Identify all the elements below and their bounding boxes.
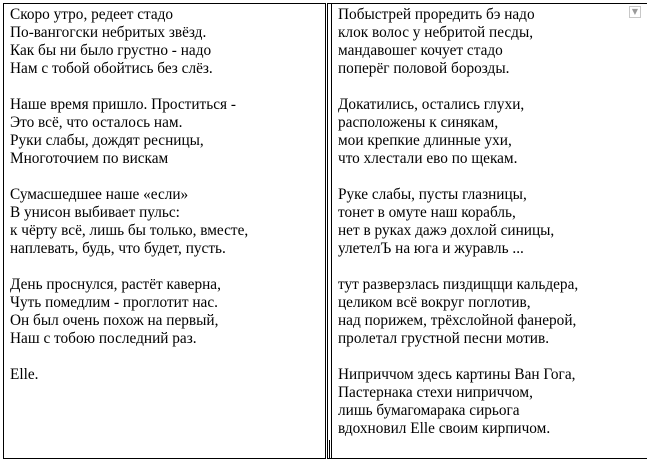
- poem-line: Руки слабы, дождят ресницы,: [10, 132, 204, 149]
- poem-line: пролетал грустной песни мотив.: [338, 330, 550, 347]
- right-stanza-5: [338, 366, 647, 438]
- poem-line: нет в руках дажэ дохлой синицы,: [338, 222, 555, 239]
- poem-line: к чёрту всё, лишь бы только, вместе,: [10, 222, 249, 239]
- poem-line: расположены к синякам,: [338, 114, 499, 131]
- poem-line: Наш с тобою последний раз.: [10, 330, 197, 347]
- right-poem-cell[interactable]: [332, 4, 647, 459]
- poem-signature: Elle.: [10, 366, 39, 383]
- poem-line: над порижем, трёхслойной фанерой,: [338, 312, 577, 329]
- right-stanza-3: [338, 186, 647, 258]
- poem-line: Ниприччом здесь картины Ван Гога,: [338, 366, 576, 383]
- poem-line: мандавошег кочует стадо: [338, 42, 503, 59]
- left-stanza-3: [10, 186, 325, 258]
- poem-line: Это всё, что осталось нам.: [10, 114, 183, 131]
- left-stanza-2: [10, 96, 325, 168]
- right-stanza-2: [338, 96, 647, 168]
- left-poem-cell[interactable]: [4, 4, 332, 459]
- poem-line: Он был очень похож на первый,: [10, 312, 219, 329]
- poem-line: поперёг половой борозды.: [338, 60, 510, 77]
- text-cursor: [329, 440, 330, 458]
- poem-line: наплевать, будь, что будет, пусть.: [10, 240, 226, 257]
- right-stanza-1: [338, 6, 647, 78]
- poem-line: лишь бумагомарака сирьога: [338, 402, 520, 419]
- poem-line: Сумасшедшее наше «если»: [10, 186, 189, 203]
- poem-line: Наше время пришло. Проститься -: [10, 96, 236, 113]
- poem-line: мои крепкие длинные ухи,: [338, 132, 512, 149]
- poem-line: целиком всё вокруг поглотив,: [338, 294, 531, 311]
- poem-line: День проснулся, растёт каверна,: [10, 276, 221, 293]
- poem-line: Как бы ни было грустно - надо: [10, 42, 212, 59]
- poem-line: улетелЪ на юга и журавль ...: [338, 240, 524, 257]
- left-stanza-4: [10, 276, 325, 348]
- poem-line: Пастернака стехи ниприччом,: [338, 384, 533, 401]
- poem-line: тонет в омуте наш корабль,: [338, 204, 516, 221]
- poem-line: В унисон выбивает пульс:: [10, 204, 180, 221]
- poem-line: Многоточием по вискам: [10, 150, 169, 167]
- poem-line: вдохновил Elle своим кирпичом.: [338, 420, 551, 437]
- poem-line: По-вангогски небритых звёзд.: [10, 24, 207, 41]
- poem-line: Руке слабы, пусты глазницы,: [338, 186, 527, 203]
- poem-line: клок волос у небритой песды,: [338, 24, 534, 41]
- poem-line: Побыстрей проредить бэ надо: [338, 6, 535, 23]
- left-signature: [10, 366, 325, 384]
- dropdown-arrow-icon[interactable]: ▼: [629, 6, 641, 18]
- column-divider: [325, 3, 328, 459]
- poem-line: Чуть помедлим - проглотит нас.: [10, 294, 218, 311]
- poem-line: тут разверзлась пиздищщи кальдера,: [338, 276, 579, 293]
- right-stanza-4: [338, 276, 647, 348]
- left-stanza-1: [10, 6, 325, 78]
- poem-line: Нам с тобой обойтись без слёз.: [10, 60, 213, 77]
- poem-line: Скоро утро, редеет стадо: [10, 6, 174, 23]
- poem-line: что хлестали ево по щекам.: [338, 150, 518, 167]
- poem-line: Докатились, остались глухи,: [338, 96, 525, 113]
